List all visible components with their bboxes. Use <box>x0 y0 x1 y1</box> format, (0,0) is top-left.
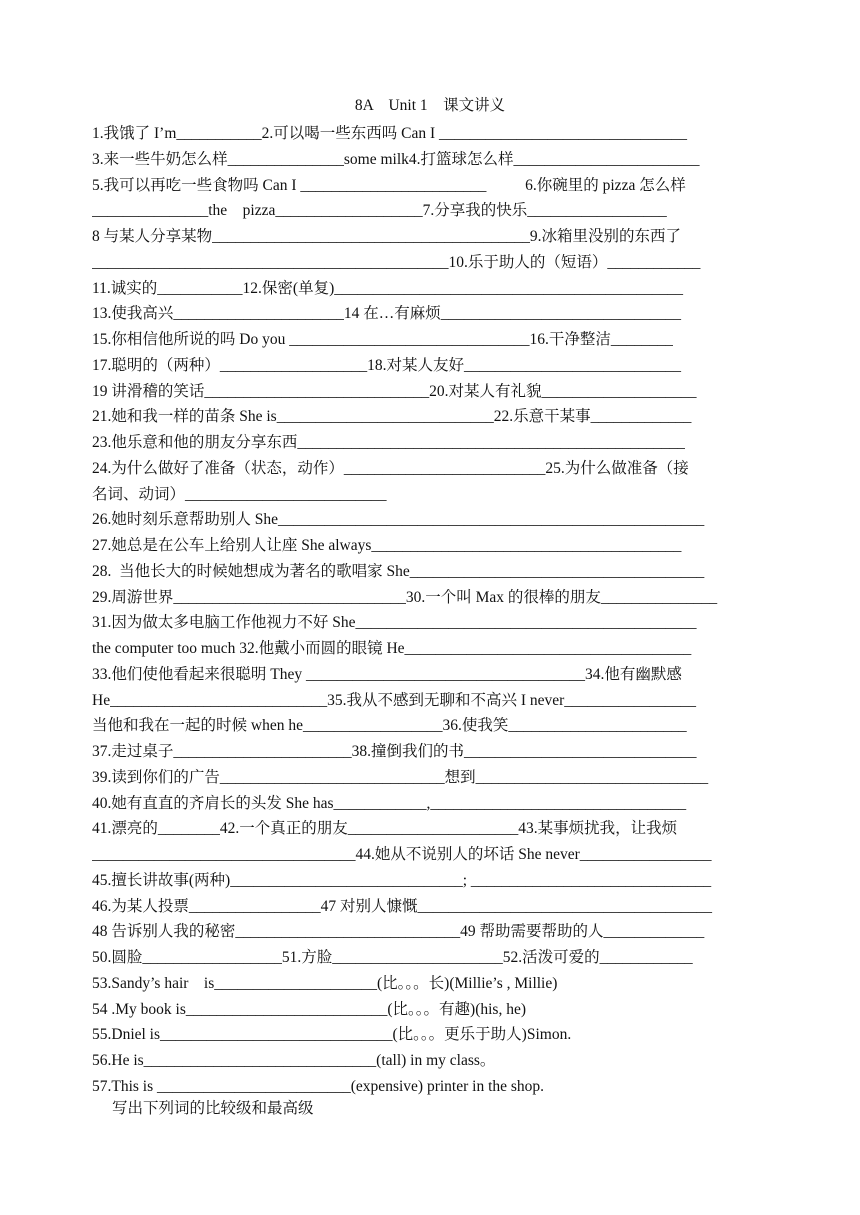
exercise-line: 46.为某人投票_________________47 对别人慷慨______________________________________ <box>92 897 713 915</box>
exercise-line: 55.Dniel is______________________________(比。。。更乐于助人)Simon. <box>92 1026 572 1044</box>
exercise-line: 21.她和我一样的苗条 She is____________________________22.乐意干某事_____________ <box>92 408 692 426</box>
exercise-line: __________________________________44.她从不说别人的坏话 She never_________________ <box>92 846 712 863</box>
exercise-line: 33.他们使他看起来很聪明 They ____________________________________34.他有幽默感 <box>92 665 682 683</box>
exercise-line: 3.来一些牛奶怎么样_______________some milk4.打篮球怎么样________________________ <box>92 150 700 168</box>
exercise-line: 41.漂亮的________42.一个真正的朋友______________________43.某事烦扰我，让我烦 <box>92 820 678 838</box>
exercise-line: the computer too much 32.他戴小而圆的眼镜 He_____________________________________ <box>92 640 692 657</box>
exercise-line: 54 .My book is__________________________(比。。。有趣)(his, he) <box>92 1000 526 1018</box>
exercise-line: _______________the pizza___________________7.分享我的快乐__________________ <box>92 202 667 220</box>
exercise-line: 13.使我高兴______________________14 在…有麻烦_______________________________ <box>92 305 682 323</box>
exercise-line: 56.He is______________________________(tall) in my class。 <box>92 1052 496 1069</box>
exercise-line: 48 告诉别人我的秘密_____________________________49 帮助需要帮助的人_____________ <box>92 923 705 941</box>
exercise-line: 40.她有直直的齐肩长的头发 She has____________,_________________________________ <box>92 794 687 812</box>
exercise-line: 45.擅长讲故事(两种)______________________________; _______________________________ <box>92 871 712 889</box>
exercise-line: 39.读到你们的广告_____________________________想到______________________________ <box>92 768 709 786</box>
exercise-line: 1.我饿了 I’m___________2.可以喝一些东西吗 Can I ________________________________ <box>92 125 688 142</box>
exercise-line: 31.因为做太多电脑工作他视力不好 She____________________________________________ <box>92 614 697 632</box>
exercise-line: 26.她时刻乐意帮助别人 She_______________________________________________________ <box>92 511 705 529</box>
exercise-line: 28. 当他长大的时候她想成为著名的歌唱家 She______________________________________ <box>92 562 705 580</box>
exercise-line: 名词、动词）__________________________ <box>92 485 387 503</box>
page-title: 8A Unit 1 课文讲义 <box>354 97 506 114</box>
exercise-list <box>92 121 768 1100</box>
exercise-line: 27.她总是在公车上给别人让座 She always________________________________________ <box>92 537 682 554</box>
exercise-line: ______________________________________________10.乐于助人的（短语）____________ <box>92 253 701 271</box>
exercise-line: 24.为什么做好了准备（状态，动作）__________________________25.为什么做准备（接 <box>92 459 689 477</box>
exercise-line: 37.走过桌子_______________________38.撞倒我们的书______________________________ <box>92 743 697 760</box>
exercise-line: 50.圆脸__________________51.方脸______________________52.活泼可爱的____________ <box>92 949 693 966</box>
exercise-line: 8 与某人分享某物_________________________________________9.冰箱里没别的东西了 <box>92 228 682 245</box>
exercise-line: 23.他乐意和他的朋友分享东西__________________________________________________ <box>92 434 685 451</box>
exercise-line: 11.诚实的___________12.保密(单复)_____________________________________________ <box>92 279 683 297</box>
exercise-line: 57.This is _________________________(expensive) printer in the shop. <box>92 1077 545 1095</box>
exercise-line: 5.我可以再吃一些食物吗 Can I ________________________ 6.你碗里的 pizza 怎么样 <box>92 176 686 194</box>
exercise-line: 29.周游世界______________________________30.一个叫 Max 的很棒的朋友_______________ <box>92 588 718 606</box>
footer-instruction: 写出下列词的比较级和最高级 <box>112 1100 314 1117</box>
exercise-line: 53.Sandy’s hair is_____________________(比。。。长)(Millie’s , Millie) <box>92 974 558 992</box>
exercise-line: 15.你相信他所说的吗 Do you _______________________________16.干净整洁________ <box>92 331 673 348</box>
exercise-line: He____________________________35.我从不感到无聊和不高兴 I never_________________ <box>92 691 697 709</box>
exercise-line: 19 讲滑稽的笑话_____________________________20.对某人有礼貌____________________ <box>92 382 697 400</box>
exercise-line: 当他和我在一起的时候 when he__________________36.使我笑_______________________ <box>92 717 687 735</box>
exercise-line: 17.聪明的（两种）___________________18.对某人友好____________________________ <box>92 356 682 374</box>
